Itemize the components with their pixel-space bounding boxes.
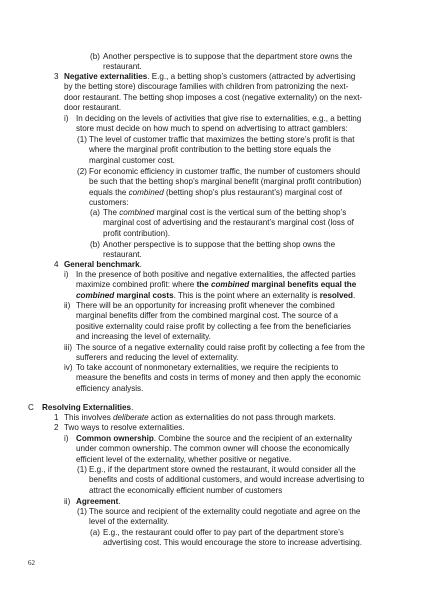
text-line: door restaurant. bbox=[64, 102, 122, 112]
text-line: This involves deliberate action as externalities do not pass through markets. bbox=[64, 413, 336, 422]
list-marker: iii) bbox=[64, 343, 73, 352]
text-line: by the betting store) discourage families with children from patronizing the next- bbox=[64, 82, 349, 92]
list-marker: (b) bbox=[90, 52, 100, 61]
list-marker: 4 bbox=[54, 260, 59, 269]
text-line: positive externality could raise profit by collecting a fee from the beneficiaries bbox=[76, 321, 351, 331]
text-line: Common ownership. Combine the source and the recipient of an externality bbox=[76, 434, 353, 443]
text-line: customers: bbox=[89, 197, 129, 207]
list-marker: 3 bbox=[54, 72, 59, 81]
text-line: General benchmark. bbox=[64, 260, 142, 269]
list-marker: (a) bbox=[90, 528, 100, 537]
text-line: Another perspective is to suppose that the department store owns the bbox=[103, 52, 353, 61]
text-line: sufferers and reducing the level of externality. bbox=[76, 353, 239, 363]
text-line: profit contribution). bbox=[103, 228, 171, 238]
text-line: under common ownership. The common owner will choose the economically bbox=[76, 444, 350, 454]
list-marker: iv) bbox=[64, 363, 73, 372]
text-line: where the marginal profit contribution to the betting store equals the bbox=[89, 145, 332, 155]
list-marker: i) bbox=[64, 270, 69, 279]
text-line: restaurant. bbox=[103, 250, 142, 260]
text-line: To take account of nonmonetary externalities, we require the recipients to bbox=[76, 363, 339, 372]
text-line: In the presence of both positive and negative externalities, the affected parties bbox=[76, 270, 356, 279]
text-line: E.g., if the department store owned the restaurant, it would consider all the bbox=[89, 465, 356, 474]
text-line: level of the externality. bbox=[89, 517, 169, 527]
list-marker: 1 bbox=[54, 413, 59, 422]
text-line: The source and recipient of the externality could negotiate and agree on the bbox=[89, 507, 361, 516]
text-line: Another perspective is to suppose that the betting shop owns the bbox=[103, 240, 336, 249]
text-line: In deciding on the levels of activities that give rise to externalities, e.g., a betting bbox=[76, 114, 362, 123]
list-marker: (1) bbox=[77, 507, 87, 516]
list-marker: ii) bbox=[64, 301, 71, 310]
text-line: marginal cost of advertising and the restaurant’s marginal cost (loss of bbox=[103, 218, 354, 228]
text-line: Resolving Externalities. bbox=[42, 403, 134, 412]
text-line: marginal customer cost. bbox=[89, 155, 175, 165]
list-marker: C bbox=[28, 403, 34, 412]
text-line: efficient level of the externality, whether positive or negative. bbox=[76, 454, 292, 464]
text-line: E.g., the restaurant could offer to pay part of the department store’s bbox=[103, 528, 344, 537]
text-line: efficiency analysis. bbox=[76, 383, 144, 393]
text-line: The level of customer traffic that maximizes the betting store’s profit is that bbox=[89, 135, 355, 144]
text-line: The combined marginal cost is the vertical sum of the betting shop’s bbox=[103, 208, 347, 217]
list-marker: (a) bbox=[90, 208, 100, 217]
text-line: maximize combined profit: where the combined marginal benefits equal the bbox=[76, 280, 357, 290]
text-line: Negative externalities. E.g., a betting shop’s customers (attracted by advertising bbox=[64, 72, 356, 81]
list-marker: i) bbox=[64, 114, 69, 123]
text-line: equals the combined (betting shop’s plus restaurant’s) marginal cost of bbox=[89, 187, 343, 197]
text-line: measure the benefits and costs in terms of money and then apply the economic bbox=[76, 373, 361, 383]
list-marker: (1) bbox=[77, 465, 87, 474]
text-line: and increasing the level of externality. bbox=[76, 331, 211, 341]
text-line: marginal benefits differ from the combined marginal cost. The source of a bbox=[76, 311, 338, 321]
text-line: advertising cost. This would encourage the store to increase advertising. bbox=[103, 538, 362, 548]
text-line: be such that the betting shop’s marginal benefit (marginal profit contribution) bbox=[89, 177, 362, 187]
text-line: Agreement. bbox=[76, 497, 121, 506]
list-marker: (2) bbox=[77, 167, 87, 176]
text-line: store must decide on how much to spend on advertising to attract gamblers: bbox=[76, 124, 348, 134]
page-number: 62 bbox=[28, 559, 35, 567]
text-line: There will be an opportunity for increasing profit whenever the combined bbox=[76, 301, 335, 310]
text-line: The source of a negative externality could raise profit by collecting a fee from the bbox=[76, 343, 365, 352]
text-line: Two ways to resolve externalities. bbox=[64, 423, 185, 432]
list-marker: 2 bbox=[54, 423, 59, 432]
list-marker: i) bbox=[64, 434, 69, 443]
text-line: restaurant. bbox=[103, 62, 142, 72]
text-line: For economic efficiency in customer traffic, the number of customers should bbox=[89, 167, 360, 176]
text-line: benefits and costs of additional customers, and would increase advertising to bbox=[89, 475, 365, 485]
text-line: door restaurant. The betting shop imposes a cost (negative externality) on the next- bbox=[64, 92, 363, 102]
text-line: combined marginal costs. This is the point where an externality is resolved. bbox=[76, 290, 356, 300]
list-marker: (b) bbox=[90, 240, 100, 249]
list-marker: ii) bbox=[64, 497, 71, 506]
text-line: attract the economically efficient number of customers bbox=[89, 485, 283, 495]
list-marker: (1) bbox=[77, 135, 87, 144]
